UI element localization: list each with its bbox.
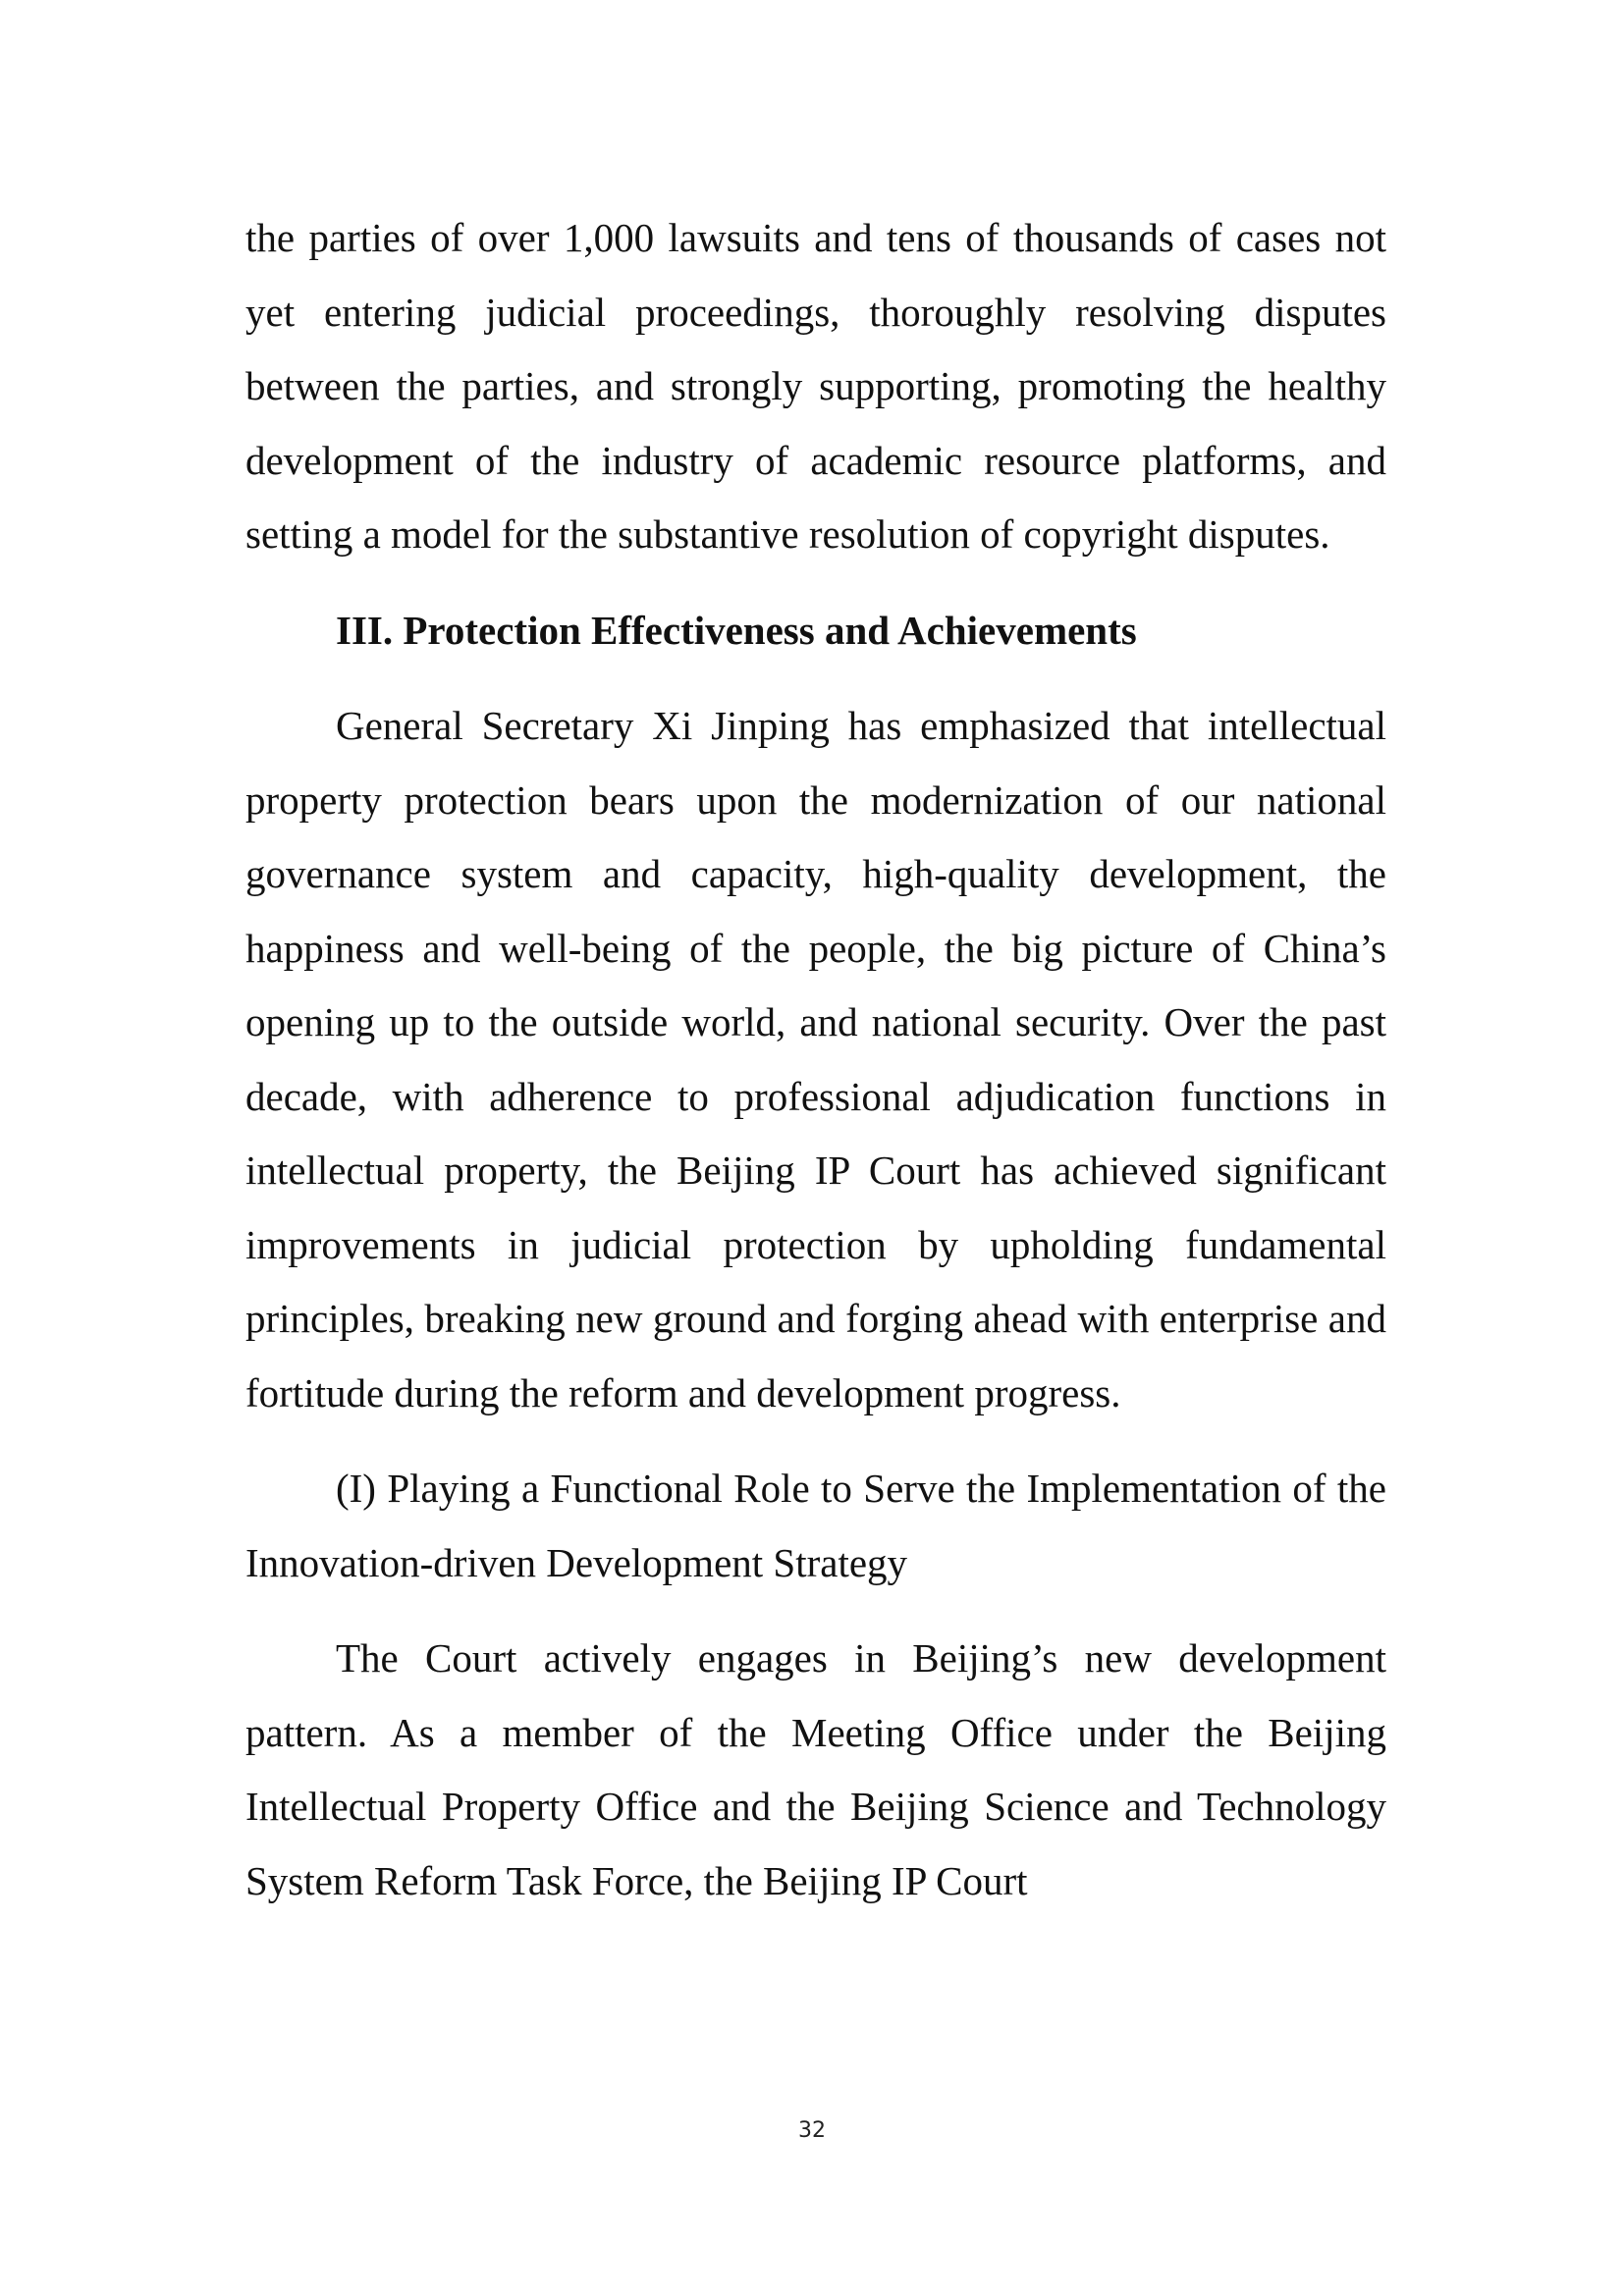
body-paragraph-1: the parties of over 1,000 lawsuits and tens of thousands of cases not yet entering judicial proceedings, thoroughly resolving disputes between the parties, and strongly supporting, promoting the healthy development of the industry of academic resource platforms, and setting a model for the substantive resolution of copyright disputes. — [245, 215, 1386, 557]
document-page — [245, 201, 1386, 1918]
body-paragraph-2: General Secretary Xi Jinping has emphasized that intellectual property protection bears upon the modernization of our national governance system and capacity, high-quality development, the happiness and well-being of the people, the big picture of China’s opening up to the outside world, and national security. Over the past decade, with adherence to professional adjudication functions in intellectual property, the Beijing IP Court has achieved significant improvements in judicial protection by upholding fundamental principles, breaking new ground and forging ahead with enterprise and fortitude during the reform and development progress. — [245, 703, 1386, 1415]
subsection-heading: (I) Playing a Functional Role to Serve the Implementation of the Innovation-driven Development Strategy — [245, 1466, 1386, 1585]
section-heading: III. Protection Effectiveness and Achievements — [336, 607, 1137, 653]
body-paragraph-3: The Court actively engages in Beijing’s new development pattern. As a member of the Meeting Office under the Beijing Intellectual Property Office and the Beijing Science and Technology System Reform Task Force, the Beijing IP Court — [245, 1635, 1386, 1903]
page-number: 32 — [798, 2118, 826, 2143]
